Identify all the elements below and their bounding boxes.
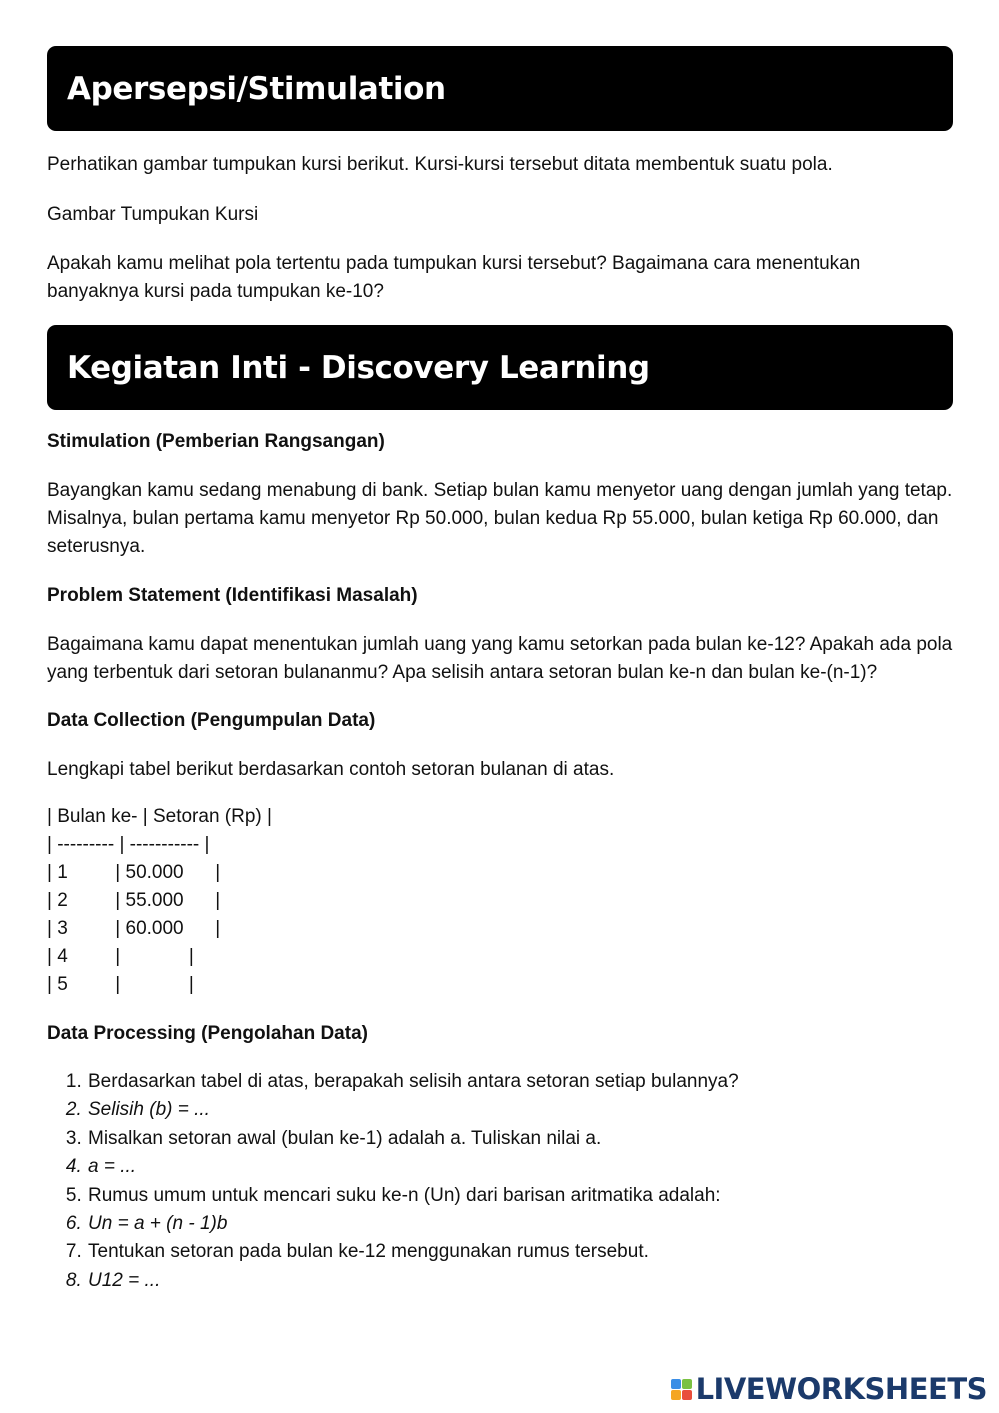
logo-block: [682, 1390, 692, 1400]
list-item: 1. Berdasarkan tabel di atas, berapakah selisih antara setoran setiap bulannya?: [87, 1068, 953, 1096]
section-title: Kegiatan Inti - Discovery Learning: [67, 349, 650, 386]
list-item: 7. Tentukan setoran pada bulan ke-12 menggunakan rumus tersebut.: [87, 1238, 953, 1266]
list-item: 8. U12 = ...: [87, 1267, 953, 1295]
section-banner-apersepsi: [47, 46, 953, 131]
table-line: | 4 | |: [47, 946, 194, 967]
logo-blocks-icon: [671, 1379, 692, 1400]
table-line: | --------- | ----------- |: [47, 834, 210, 855]
list-item: 5. Rumus umum untuk mencari suku ke-n (Un) dari barisan aritmatika adalah:: [87, 1182, 953, 1210]
deposit-table: [47, 803, 953, 999]
logo-text: LIVEWORKSHEETS: [695, 1372, 987, 1406]
problem-heading: Problem Statement (Identifikasi Masalah): [47, 585, 418, 606]
list-item: 4. a = ...: [87, 1153, 953, 1181]
problem-text: Bagaimana kamu dapat menentukan jumlah uang yang kamu setorkan pada bulan ke-12? Apakah ada pola yang terbentuk dari setoran bulananmu? Apa selisih antara setoran bulan ke-n dan bulan ke-(n-1)?: [47, 634, 953, 683]
collection-heading: Data Collection (Pengumpulan Data): [47, 710, 376, 731]
section-banner-kegiatan-inti: [47, 325, 953, 410]
logo-block: [671, 1379, 681, 1389]
question-paragraph: Apakah kamu melihat pola tertentu pada tumpukan kursi tersebut? Bagaimana cara menentukan banyaknya kursi pada tumpukan ke-10?: [47, 253, 861, 302]
table-line: | 2 | 55.000 |: [47, 890, 221, 911]
list-item: 6. Un = a + (n - 1)b: [87, 1210, 953, 1238]
list-item: 2. Selisih (b) = ...: [87, 1096, 953, 1124]
processing-heading: Data Processing (Pengolahan Data): [47, 1023, 368, 1044]
table-line: | 5 | |: [47, 974, 194, 995]
processing-list: [47, 1068, 953, 1295]
section-title: Apersepsi/Stimulation: [67, 70, 446, 107]
list-item: 3. Misalkan setoran awal (bulan ke-1) adalah a. Tuliskan nilai a.: [87, 1125, 953, 1153]
stimulation-heading: Stimulation (Pemberian Rangsangan): [47, 431, 385, 452]
logo-block: [671, 1390, 681, 1400]
table-line: | 1 | 50.000 |: [47, 862, 221, 883]
image-caption: Gambar Tumpukan Kursi: [47, 204, 259, 225]
logo-block: [682, 1379, 692, 1389]
intro-paragraph: Perhatikan gambar tumpukan kursi berikut. Kursi-kursi tersebut ditata membentuk suatu pola.: [47, 154, 833, 175]
stimulation-text: Bayangkan kamu sedang menabung di bank. Setiap bulan kamu menyetor uang dengan jumlah yang tetap. Misalnya, bulan pertama kamu menyetor Rp 50.000, bulan kedua Rp 55.000, bulan ketiga Rp 60.000, dan seterusnya.: [47, 480, 953, 557]
liveworksheets-logo: [671, 1372, 987, 1406]
worksheet-page: [47, 46, 953, 1295]
table-line: | 3 | 60.000 |: [47, 918, 221, 939]
table-line: | Bulan ke- | Setoran (Rp) |: [47, 806, 272, 827]
collection-text: Lengkapi tabel berikut berdasarkan contoh setoran bulanan di atas.: [47, 759, 615, 780]
